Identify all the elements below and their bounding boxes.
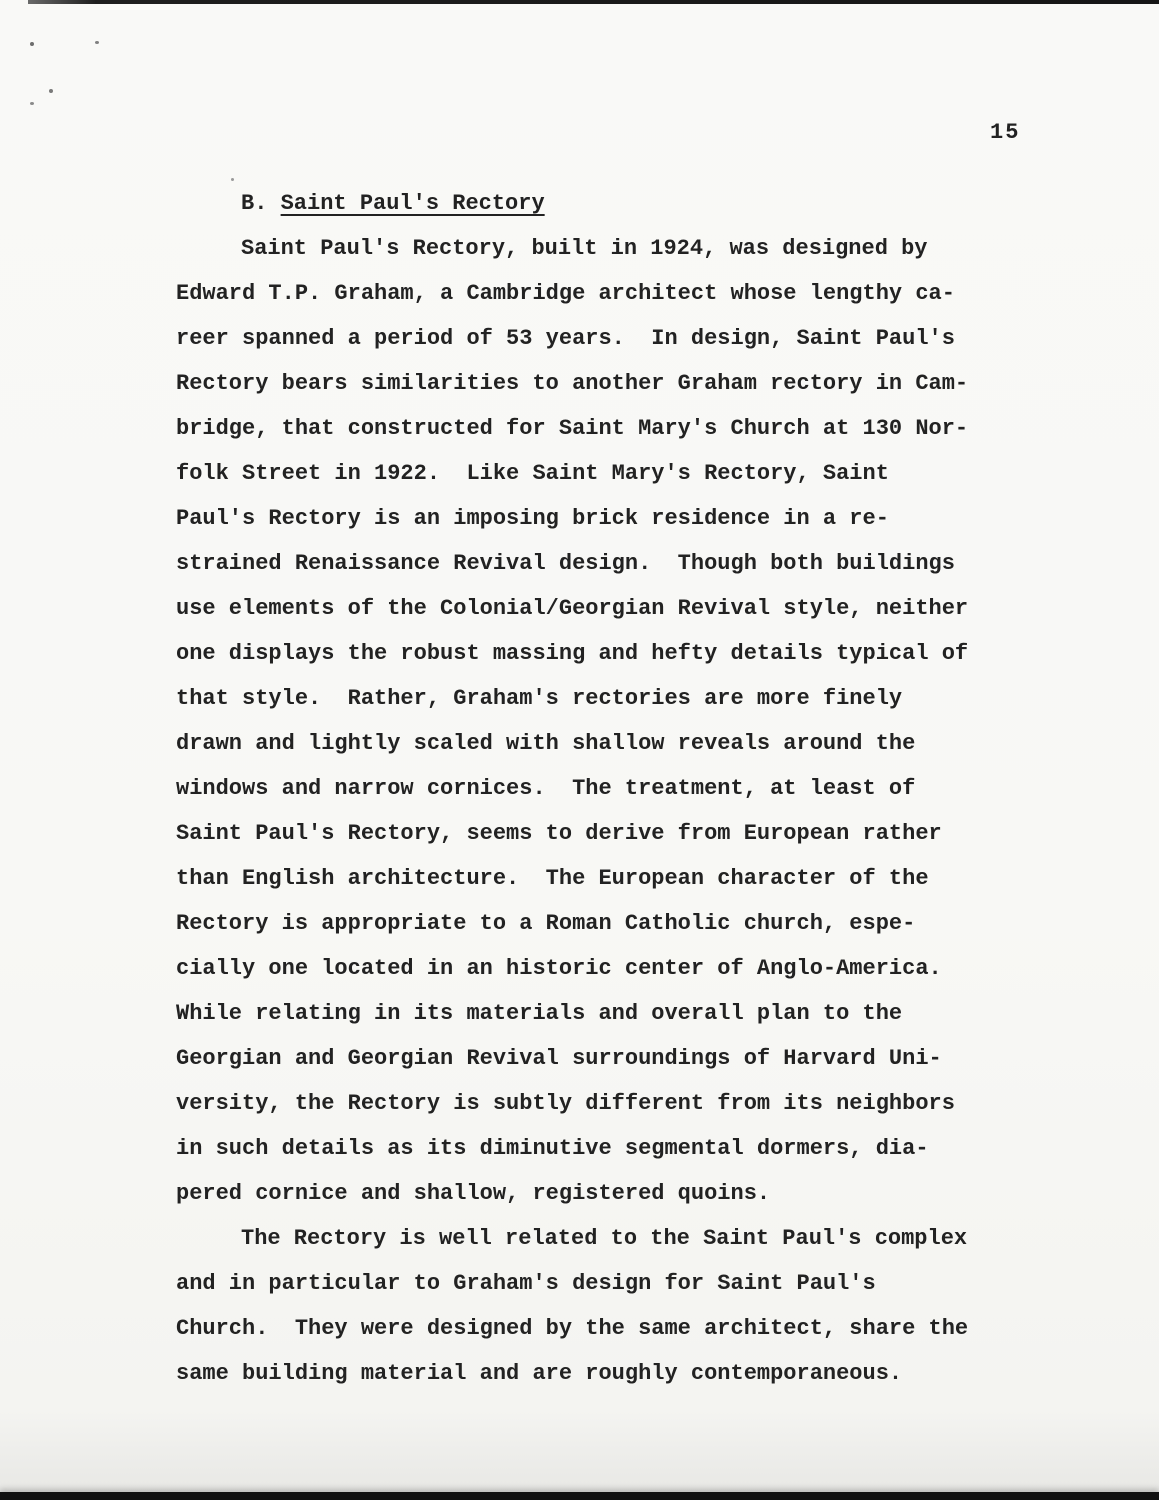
body-line: one displays the robust massing and hefty details typical of — [176, 641, 969, 666]
body-line: use elements of the Colonial/Georgian Revival style, neither — [176, 596, 969, 621]
heading-title: Saint Paul's Rectory — [280, 191, 545, 216]
body-line: Georgian and Georgian Revival surroundings of Harvard Uni- — [176, 1046, 942, 1071]
body-line: The Rectory is well related to the Saint Paul's complex — [241, 1226, 968, 1251]
heading-prefix: B. — [241, 191, 281, 216]
body-line: cially one located in an historic center of Anglo-America. — [176, 956, 942, 981]
scan-edge-bottom — [0, 1492, 1159, 1500]
body-line: than English architecture. The European character of the — [176, 866, 929, 891]
body-line: Paul's Rectory is an imposing brick residence in a re- — [176, 506, 889, 531]
body-line: Saint Paul's Rectory, built in 1924, was designed by — [241, 236, 928, 261]
section-heading — [176, 181, 1056, 226]
body-line: in such details as its diminutive segmental dormers, dia- — [176, 1136, 929, 1161]
body-line: While relating in its materials and overall plan to the — [176, 1001, 903, 1026]
body-line: drawn and lightly scaled with shallow reveals around the — [176, 731, 916, 756]
body-line: Church. They were designed by the same architect, share the — [176, 1316, 969, 1341]
paragraph-lines — [176, 226, 1056, 1396]
body-line: windows and narrow cornices. The treatment, at least of — [176, 776, 916, 801]
scan-speck — [49, 89, 53, 93]
body-line: and in particular to Graham's design for Saint Paul's — [176, 1271, 876, 1296]
body-line: versity, the Rectory is subtly different from its neighbors — [176, 1091, 955, 1116]
document-body — [176, 181, 1056, 1396]
page-number: 15 — [990, 120, 1021, 145]
body-line: Edward T.P. Graham, a Cambridge architect whose lengthy ca- — [176, 281, 955, 306]
body-line: folk Street in 1922. Like Saint Mary's Rectory, Saint — [176, 461, 889, 486]
body-line: strained Renaissance Revival design. Though both buildings — [176, 551, 955, 576]
body-line: that style. Rather, Graham's rectories are more finely — [176, 686, 903, 711]
body-line: same building material and are roughly contemporaneous. — [176, 1361, 903, 1386]
body-line: reer spanned a period of 53 years. In design, Saint Paul's — [176, 326, 955, 351]
body-line: pered cornice and shallow, registered quoins. — [176, 1181, 771, 1206]
body-line: bridge, that constructed for Saint Mary's Church at 130 Nor- — [176, 416, 969, 441]
scan-speck — [95, 41, 99, 44]
body-line: Rectory is appropriate to a Roman Catholic church, espe- — [176, 911, 916, 936]
scan-speck — [30, 42, 34, 46]
body-line: Rectory bears similarities to another Graham rectory in Cam- — [176, 371, 969, 396]
scan-speck — [30, 102, 34, 105]
body-line: Saint Paul's Rectory, seems to derive from European rather — [176, 821, 942, 846]
scan-edge-top — [28, 0, 1159, 4]
